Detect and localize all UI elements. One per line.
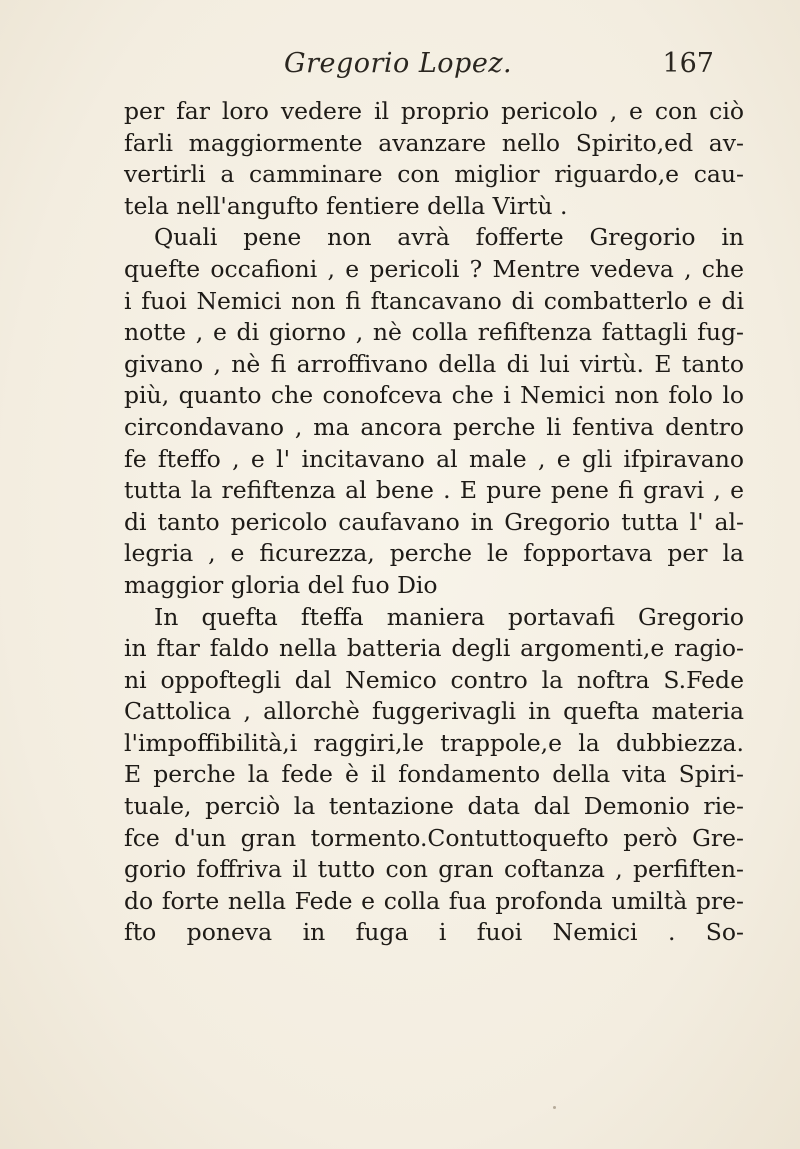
running-head-title: Gregorio Lopez. [284,48,513,79]
paper-speck [553,1106,556,1109]
catchword-line: fto poneva in fuga i fuoi Nemici . So- [124,918,744,947]
paragraph-start-line: In quefta fteffa maniera portavafi Gregorio [154,602,744,631]
text-line: maggior gloria del fuo Dio [124,570,438,599]
paragraph-start-line: Quali pene non avrà fofferte Gregorio in [154,223,744,252]
text-line: fce d'un gran tormento.Contuttoquefto però Gre- [124,823,744,852]
text-line: vertirli a camminare con miglior riguardo,e cau- [124,160,744,189]
text-line: circondavano , ma ancora perche li fentiva dentro [124,412,744,441]
text-line: tela nell'angufto fentiere della Virtù . [124,191,568,220]
text-line: notte , e di giorno , nè colla refiftenza fattagli fug- [124,318,744,347]
text-line: E perche la fede è il fondamento della vita Spiri- [124,760,744,789]
text-line: i fuoi Nemici non fi ftancavano di combatterlo e di [124,286,744,315]
text-line: tutta la refiftenza al bene . E pure pene fi gravi , e [124,476,744,505]
text-line: givano , nè fi arroffivano della di lui virtù. E tanto [124,349,744,378]
text-line: gorio foffriva il tutto con gran coftanza , perfiften- [124,855,744,884]
text-line: in ftar faldo nella batteria degli argomenti,e ragio- [124,634,744,663]
text-line: tuale, perciò la tentazione data dal Demonio rie- [124,792,744,821]
body-text [124,96,744,949]
text-line: farli maggiormente avanzare nello Spirito,ed av- [124,128,744,157]
text-line: per far loro vedere il proprio pericolo , e con ciò [124,97,744,125]
text-line: l'impoffibilità,i raggiri,le trappole,e la dubbiezza. [124,728,744,757]
text-line: più, quanto che conofceva che i Nemici non folo lo [124,381,744,410]
text-line: ni oppoftegli dal Nemico contro la noftra S.Fede [124,665,744,694]
running-head [132,46,724,86]
text-line: do forte nella Fede e colla fua profonda umiltà pre- [124,886,744,915]
text-line: fe fteffo , e l' incitavano al male , e gli ifpiravano [124,444,744,473]
page-number: 167 [662,48,714,79]
text-line: Cattolica , allorchè fuggerivagli in quefta materia [124,697,744,726]
text-line: quefte occafioni , e pericoli ? Mentre vedeva , che [124,254,744,283]
text-line: legria , e ficurezza, perche le fopportava per la [124,539,744,568]
text-line: di tanto pericolo caufavano in Gregorio tutta l' al- [124,507,744,536]
